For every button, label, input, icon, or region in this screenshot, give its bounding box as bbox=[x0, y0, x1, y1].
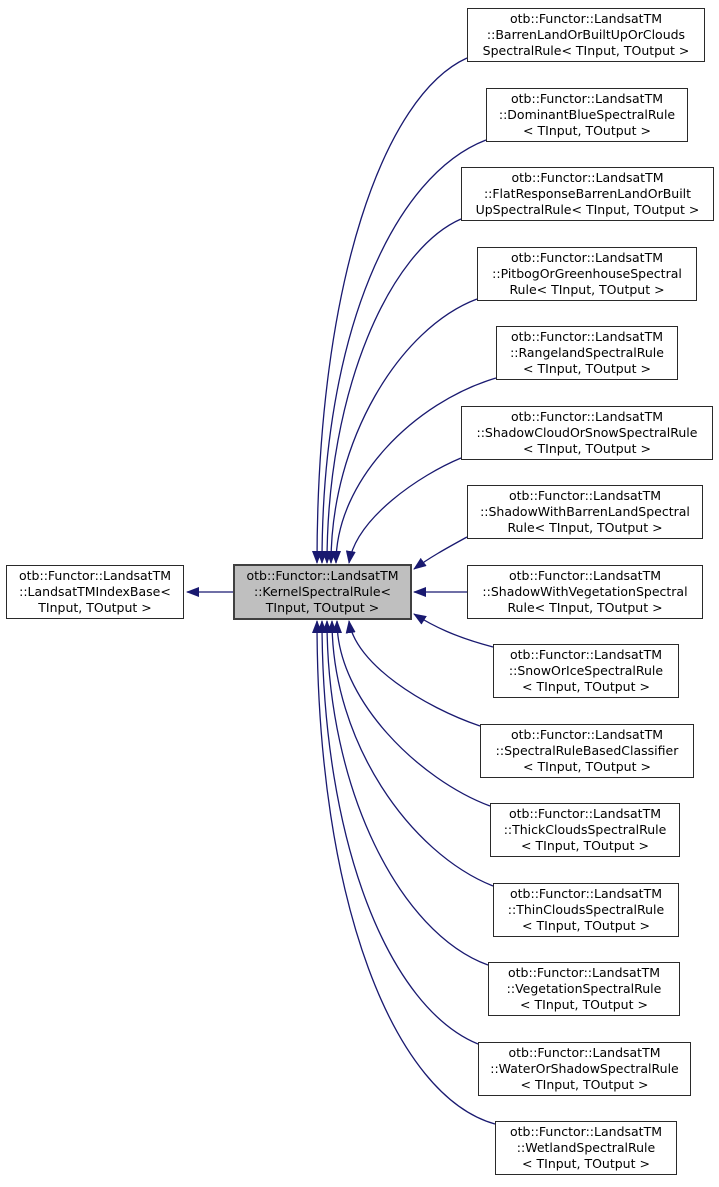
class-label-line: < TInput, TOutput > bbox=[520, 997, 648, 1012]
class-label-line: < TInput, TOutput > bbox=[523, 441, 651, 456]
class-label-line: otb::Functor::LandsatTM bbox=[509, 806, 661, 821]
class-label-line: otb::Functor::LandsatTM bbox=[509, 568, 661, 583]
class-label-line: otb::Functor::LandsatTM bbox=[510, 11, 662, 26]
class-label-line: otb::Functor::LandsatTM bbox=[510, 1124, 662, 1139]
node-vegetation-spectral-rule[interactable] bbox=[488, 962, 680, 1016]
edge-thin-clouds-to-kernel bbox=[332, 621, 493, 886]
class-label-line: ::RangelandSpectralRule bbox=[510, 345, 664, 360]
node-water-or-shadow-spectral-rule[interactable] bbox=[478, 1042, 691, 1096]
class-label-line: ::VegetationSpectralRule bbox=[506, 981, 662, 996]
class-label-line: ::ShadowCloudOrSnowSpectralRule bbox=[476, 425, 698, 440]
node-shadow-with-vegetation-spectral-rule[interactable] bbox=[467, 565, 703, 619]
class-label-line: otb::Functor::LandsatTM bbox=[19, 568, 171, 583]
class-label-line: otb::Functor::LandsatTM bbox=[511, 329, 663, 344]
node-wetland-spectral-rule[interactable] bbox=[495, 1121, 677, 1175]
class-label-line: otb::Functor::LandsatTM bbox=[246, 568, 399, 583]
class-label-line: < TInput, TOutput > bbox=[522, 1156, 650, 1171]
class-label-line: otb::Functor::LandsatTM bbox=[511, 409, 663, 424]
class-label-line: Rule< TInput, TOutput > bbox=[509, 282, 665, 297]
class-label-line: ::SnowOrIceSpectralRule bbox=[508, 663, 664, 678]
class-label-line: otb::Functor::LandsatTM bbox=[508, 1045, 661, 1060]
class-label-line: otb::Functor::LandsatTM bbox=[510, 647, 662, 662]
node-barren-land-or-built-up-or-clouds-spectral-rule[interactable] bbox=[467, 8, 705, 62]
edge-water-or-shadow-to-kernel bbox=[322, 621, 478, 1044]
node-landsat-tm-index-base[interactable] bbox=[6, 565, 184, 619]
node-dominant-blue-spectral-rule[interactable] bbox=[486, 88, 688, 142]
class-label-line: SpectralRule< TInput, TOutput > bbox=[482, 43, 690, 58]
node-pitbog-or-greenhouse-spectral-rule[interactable] bbox=[477, 247, 697, 301]
class-label-line: ::WaterOrShadowSpectralRule bbox=[490, 1061, 679, 1076]
class-label-line: otb::Functor::LandsatTM bbox=[511, 170, 664, 185]
node-kernel-spectral-rule bbox=[233, 564, 412, 620]
node-shadow-with-barren-land-spectral-rule[interactable] bbox=[467, 485, 703, 539]
node-spectral-rule-based-classifier[interactable] bbox=[480, 724, 694, 778]
node-flat-response-barren-land-or-built-up-spectral-rule[interactable] bbox=[461, 167, 714, 221]
edge-wetland-to-kernel bbox=[317, 621, 495, 1124]
class-label-line: TInput, TOutput > bbox=[38, 600, 152, 615]
edge-shadow-with-barren-land-to-kernel bbox=[414, 537, 467, 569]
class-label-line: < TInput, TOutput > bbox=[523, 361, 651, 376]
class-label-line: ::BarrenLandOrBuiltUpOrClouds bbox=[486, 27, 686, 42]
class-label-line: ::DominantBlueSpectralRule bbox=[498, 107, 676, 122]
class-label-line: ::KernelSpectralRule< bbox=[254, 584, 391, 599]
class-label-line: < TInput, TOutput > bbox=[522, 679, 650, 694]
class-label-line: ::ShadowWithVegetationSpectral bbox=[482, 584, 688, 599]
class-label-line: otb::Functor::LandsatTM bbox=[511, 91, 663, 106]
node-snow-or-ice-spectral-rule[interactable] bbox=[493, 644, 679, 698]
class-label-line: ::ShadowWithBarrenLandSpectral bbox=[480, 504, 690, 519]
class-label-line: ::PitbogOrGreenhouseSpectral bbox=[492, 266, 682, 281]
class-label-line: ::WetlandSpectralRule bbox=[516, 1140, 656, 1155]
class-label-line: otb::Functor::LandsatTM bbox=[511, 250, 663, 265]
class-label-line: otb::Functor::LandsatTM bbox=[508, 965, 660, 980]
class-label-line: ::ThickCloudsSpectralRule bbox=[503, 822, 667, 837]
class-label-line: ::FlatResponseBarrenLandOrBuilt bbox=[483, 186, 692, 201]
node-thin-clouds-spectral-rule[interactable] bbox=[493, 883, 679, 937]
class-label-line: otb::Functor::LandsatTM bbox=[509, 488, 661, 503]
class-label-line: ::SpectralRuleBasedClassifier bbox=[495, 743, 679, 758]
class-label-line: < TInput, TOutput > bbox=[523, 123, 651, 138]
class-label-line: TInput, TOutput > bbox=[265, 600, 380, 615]
class-label-line: otb::Functor::LandsatTM bbox=[511, 727, 663, 742]
class-label-line: Rule< TInput, TOutput > bbox=[507, 600, 663, 615]
node-shadow-cloud-or-snow-spectral-rule[interactable] bbox=[461, 406, 713, 460]
class-label-line: ::ThinCloudsSpectralRule bbox=[507, 902, 665, 917]
class-label-line: otb::Functor::LandsatTM bbox=[510, 886, 662, 901]
class-label-line: < TInput, TOutput > bbox=[523, 759, 651, 774]
class-label-line: UpSpectralRule< TInput, TOutput > bbox=[475, 202, 700, 217]
node-rangeland-spectral-rule[interactable] bbox=[496, 326, 678, 380]
class-label-line: < TInput, TOutput > bbox=[521, 838, 649, 853]
edge-thick-clouds-to-kernel bbox=[337, 621, 490, 806]
class-label-line: Rule< TInput, TOutput > bbox=[507, 520, 663, 535]
class-label-line: ::LandsatTMIndexBase< bbox=[19, 584, 171, 599]
class-label-line: < TInput, TOutput > bbox=[522, 918, 650, 933]
node-thick-clouds-spectral-rule[interactable] bbox=[490, 803, 680, 857]
class-label-line: < TInput, TOutput > bbox=[520, 1077, 649, 1092]
